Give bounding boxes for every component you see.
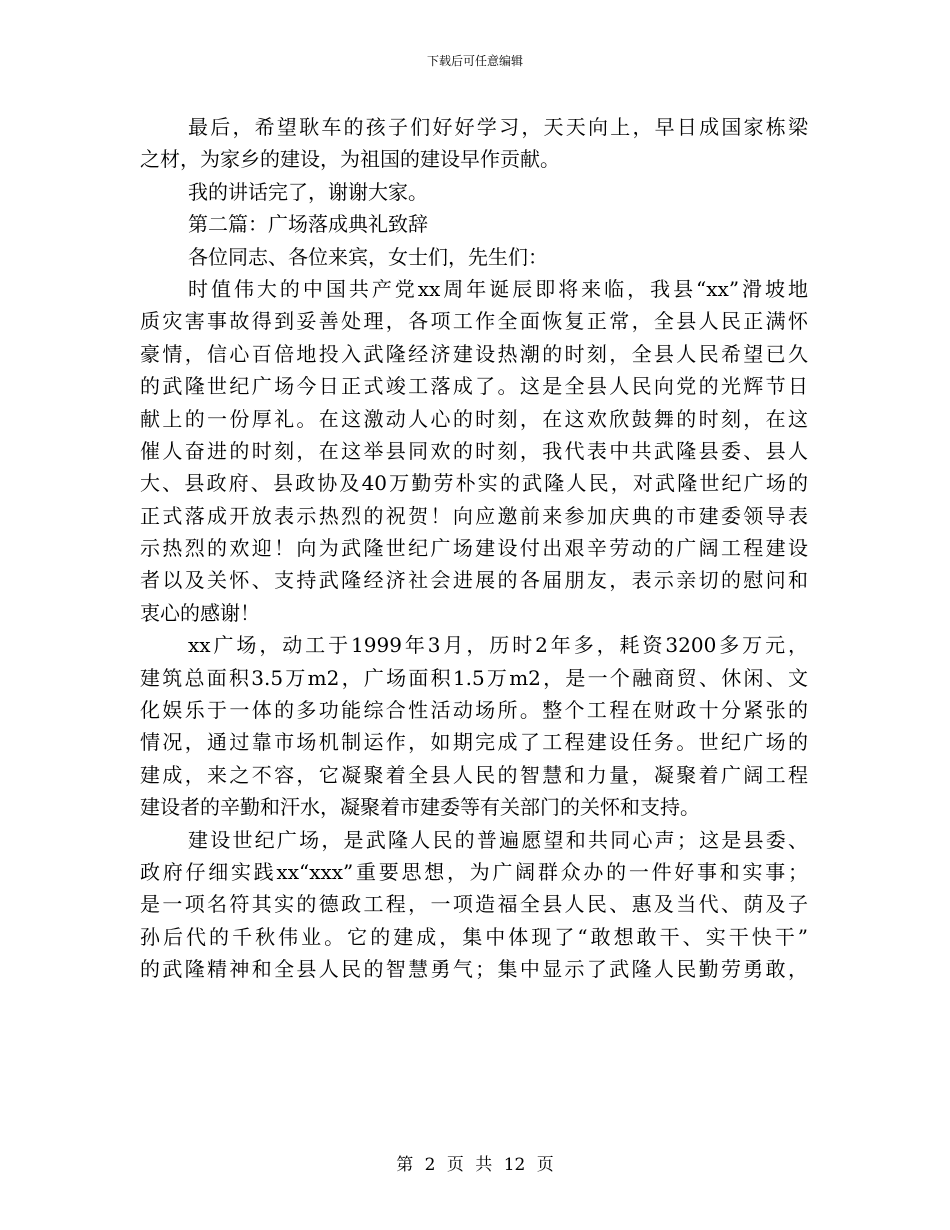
- text-line: 我的讲话完了，谢谢大家。: [188, 179, 428, 204]
- text-line: 政府仔细实践xx“xxx”重要思想，为广阔群众办的一件好事和实事；: [140, 859, 808, 884]
- text-line: 的武隆世纪广场今日正式竣工落成了。这是全县人民向党的光辉节日: [140, 374, 808, 399]
- text-line: 催人奋进的时刻，在这举县同欢的时刻，我代表中共武隆县委、县人: [140, 438, 808, 463]
- text-line: 建设世纪广场，是武隆人民的普遍愿望和共同心声；这是县委、: [188, 827, 808, 852]
- text-line: 之材，为家乡的建设，为祖国的建设早作贡献。: [140, 147, 560, 172]
- text-line: 示热烈的欢迎！向为武隆世纪广场建设付出艰辛劳动的广阔工程建设: [140, 536, 808, 561]
- text-line: 情况，通过靠市场机制运作，如期完成了工程建设任务。世纪广场的: [140, 730, 808, 755]
- text-line: 最后，希望耿车的孩子们好好学习，天天向上，早日成国家栋梁: [188, 115, 808, 139]
- text-line: 的武隆精神和全县人民的智慧勇气；集中显示了武隆人民勤劳勇敢，: [140, 957, 808, 982]
- text-line: 是一项名符其实的德政工程，一项造福全县人民、惠及当代、荫及子: [140, 892, 808, 917]
- text-line: 时值伟大的中国共产党xx周年诞辰即将来临，我县“xx”滑坡地: [188, 276, 808, 301]
- text-line: 建成，来之不容，它凝聚着全县人民的智慧和力量，凝聚着广阔工程: [140, 762, 808, 787]
- text-line: xx广场，动工于1999年3月，历时2年多，耗资3200多万元，: [188, 633, 808, 658]
- text-line: 建设者的辛勤和汗水，凝聚着市建委等有关部门的关怀和支持。: [140, 795, 700, 820]
- text-line: 献上的一份厚礼。在这激动人心的时刻，在这欢欣鼓舞的时刻，在这: [140, 406, 808, 431]
- text-line: 者以及关怀、支持武隆经济社会进展的各届朋友，表示亲切的慰问和: [140, 568, 808, 593]
- text-line: 第二篇：广场落成典礼致辞: [188, 212, 428, 237]
- text-line: 建筑总面积3.5万m2，广场面积1.5万m2，是一个融商贸、休闲、文: [140, 665, 808, 690]
- text-line: 各位同志、各位来宾，女士们，先生们：: [188, 244, 548, 269]
- text-line: 豪情，信心百倍地投入武隆经济建设热潮的时刻，全县人民希望已久: [140, 341, 808, 366]
- page-footer: 第 2 页 共 12 页: [396, 1155, 554, 1175]
- text-line: 质灾害事故得到妥善处理，各项工作全面恢复正常，全县人民正满怀: [140, 309, 808, 334]
- text-line: 衷心的感谢！: [140, 600, 260, 625]
- document-body: [140, 111, 808, 986]
- text-line: 正式落成开放表示热烈的祝贺！向应邀前来参加庆典的市建委领导表: [140, 503, 808, 528]
- text-line: 大、县政府、县政协及40万勤劳朴实的武隆人民，对武隆世纪广场的: [140, 471, 808, 496]
- page-header: 下载后可任意编辑: [426, 54, 523, 68]
- text-line: 化娱乐于一体的多功能综合性活动场所。整个工程在财政十分紧张的: [140, 698, 808, 723]
- text-line: 孙后代的千秋伟业。它的建成，集中体现了“敢想敢干、实干快干”: [140, 924, 808, 949]
